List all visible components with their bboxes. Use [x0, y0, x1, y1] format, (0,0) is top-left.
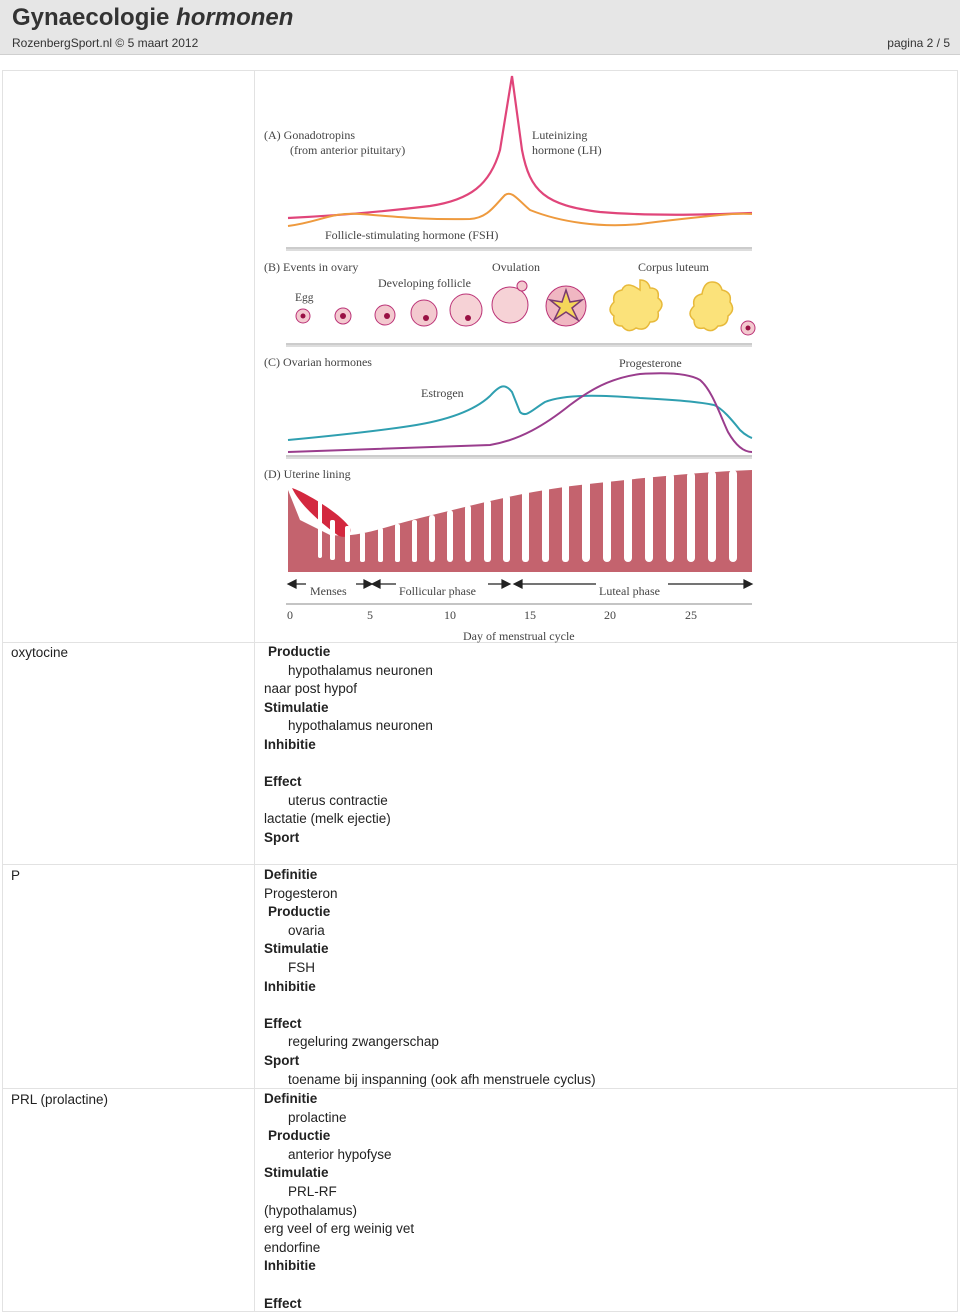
field-value: Progesteron: [264, 885, 338, 901]
tick-label: 10: [444, 608, 456, 622]
row-details: [264, 866, 596, 1089]
tick-label: 0: [287, 608, 293, 622]
field-heading: Productie: [268, 1128, 331, 1144]
luteal-phase-label: Luteal phase: [599, 584, 660, 598]
field-heading: Inhibitie: [264, 978, 316, 994]
field-value: [264, 996, 596, 1015]
column-divider: [254, 70, 255, 1312]
corpus-luteum-label: Corpus luteum: [638, 260, 709, 274]
field-heading: Inhibitie: [264, 1258, 316, 1274]
estrogen-label: Estrogen: [421, 386, 464, 400]
row-name: P: [11, 868, 21, 883]
field-value: anterior hypofyse: [288, 1146, 392, 1162]
row-details: [264, 643, 433, 848]
field-value: erg veel of erg weinig vet: [264, 1221, 415, 1237]
field-heading: Productie: [268, 644, 331, 659]
title-italic: hormonen: [176, 4, 294, 31]
field-heading: Stimulatie: [264, 1165, 329, 1181]
lh-label-line2: hormone (LH): [532, 143, 602, 157]
field-heading: Sport: [264, 829, 300, 845]
field-heading: Productie: [268, 904, 331, 920]
follicular-phase-label: Follicular phase: [399, 584, 476, 598]
page-header: [0, 0, 960, 55]
menstrual-cycle-figure: [258, 70, 763, 648]
estrogen-curve: [288, 386, 752, 440]
field-value: [264, 1276, 414, 1295]
ovary-events: [296, 280, 755, 335]
page-number: pagina 2 / 5: [887, 36, 950, 50]
field-value: endorfine: [264, 1239, 321, 1255]
field-heading: Stimulatie: [264, 699, 329, 715]
field-value: toename bij inspanning (ook afh menstruele cyclus): [288, 1071, 596, 1087]
field-value: hypothalamus neuronen: [288, 662, 433, 678]
document-title: [12, 4, 293, 32]
field-heading: Definitie: [264, 867, 318, 882]
field-value: regeluring zwangerschap: [288, 1034, 439, 1050]
tick-label: 25: [685, 608, 697, 622]
lh-label-line1: Luteinizing: [532, 128, 588, 142]
tick-label: 5: [367, 608, 373, 622]
field-value: ovaria: [288, 922, 325, 938]
field-value: prolactine: [288, 1109, 347, 1125]
panel-a-sublabel: (from anterior pituitary): [290, 143, 406, 157]
developing-follicle-label: Developing follicle: [378, 276, 471, 290]
field-heading: Effect: [264, 774, 302, 790]
row-name: oxytocine: [11, 645, 69, 660]
field-heading: Effect: [264, 1295, 302, 1311]
field-heading: Definitie: [264, 1091, 318, 1106]
axis-ticks: [287, 608, 697, 622]
field-value: (hypothalamus): [264, 1202, 358, 1218]
egg-label: Egg: [295, 292, 314, 304]
panel-d-label: (D) Uterine lining: [264, 467, 351, 481]
panel-c-label: (C) Ovarian hormones: [264, 355, 372, 369]
field-heading: Sport: [264, 1052, 300, 1068]
field-heading: Effect: [264, 1015, 302, 1031]
field-value: naar post hypof: [264, 681, 358, 697]
source-line: RozenbergSport.nl © 5 maart 2012: [12, 36, 199, 50]
progesterone-label: Progesterone: [619, 356, 682, 370]
x-axis-label: Day of menstrual cycle: [463, 629, 575, 643]
row-name: PRL (prolactine): [11, 1092, 109, 1107]
title-main: Gynaecologie: [12, 4, 170, 31]
field-heading: Inhibitie: [264, 736, 316, 752]
row-divider: [2, 864, 958, 865]
phase-arrows: [288, 580, 752, 588]
field-value: [264, 755, 433, 774]
fsh-label: Follicle-stimulating hormone (FSH): [325, 228, 499, 242]
uterine-lining: [288, 470, 752, 572]
tick-label: 15: [524, 608, 536, 622]
field-value: uterus contractie: [288, 792, 388, 808]
field-heading: Stimulatie: [264, 941, 329, 957]
panel-b-label: (B) Events in ovary: [264, 260, 359, 274]
tick-label: 20: [604, 608, 616, 622]
fsh-curve: [288, 194, 752, 226]
ovulation-label: Ovulation: [492, 260, 540, 274]
row-details: [264, 1090, 414, 1313]
field-value: lactatie (melk ejectie): [264, 811, 391, 827]
field-value: FSH: [288, 959, 315, 975]
panel-a-label: (A) Gonadotropins: [264, 128, 355, 142]
field-value: hypothalamus neuronen: [288, 718, 433, 734]
menses-label: Menses: [310, 584, 347, 598]
field-value: PRL-RF: [288, 1183, 337, 1199]
